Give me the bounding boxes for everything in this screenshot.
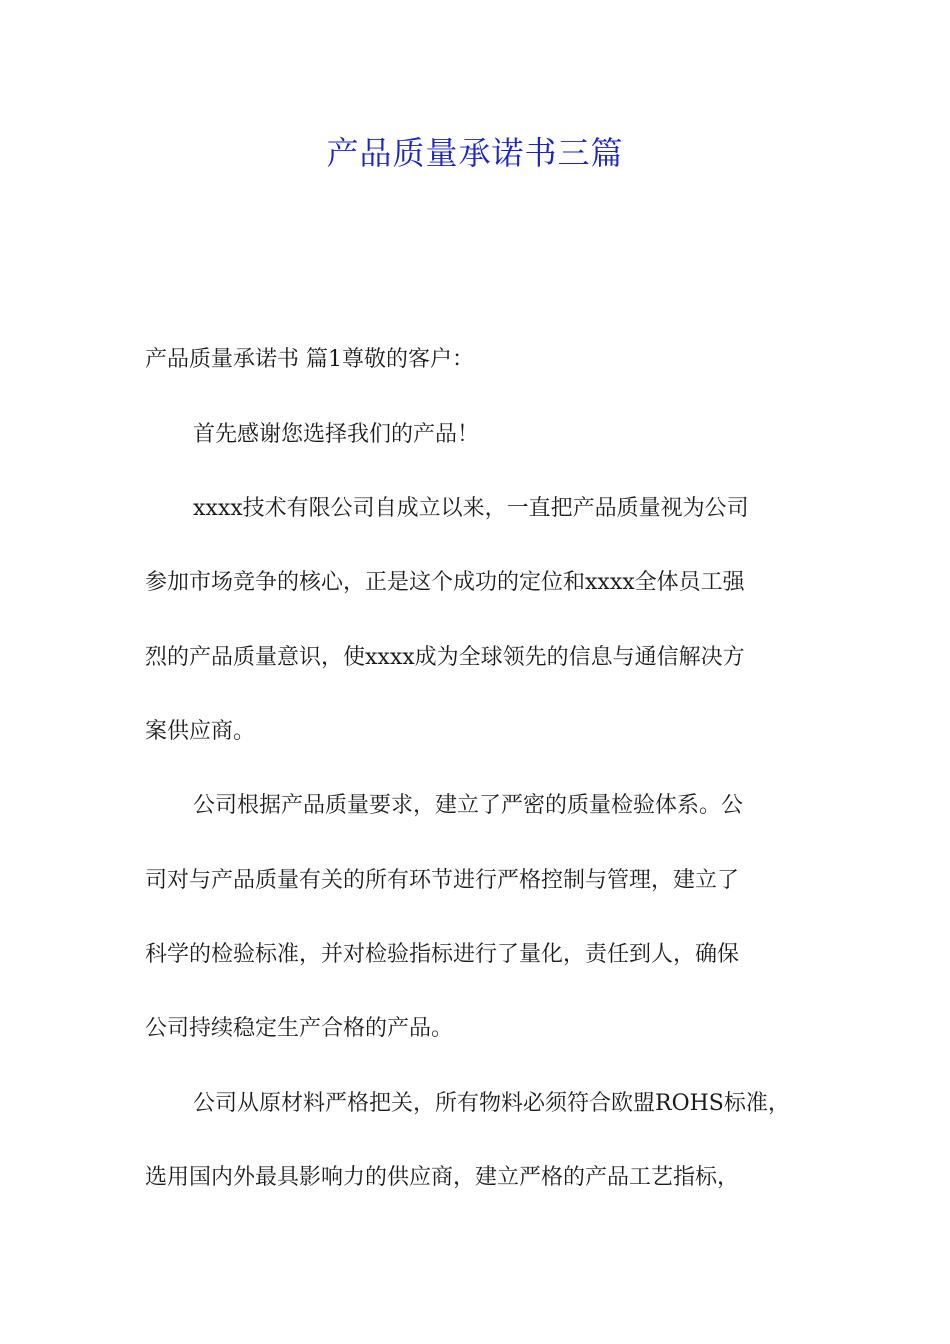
document-title: 产品质量承诺书三篇: [326, 134, 624, 172]
paragraph-line: 公司根据产品质量要求，建立了严密的质量检验体系。公: [193, 793, 744, 818]
paragraph-line: 公司从原材料严格把关，所有物料必须符合欧盟ROHS标准，: [193, 1091, 790, 1116]
paragraph-line: 公司持续稳定生产合格的产品。: [145, 1016, 454, 1041]
paragraph-line: 产品质量承诺书 篇1尊敬的客户：: [145, 347, 474, 372]
paragraph-line: 参加市场竞争的核心，正是这个成功的定位和xxxx全体员工强: [145, 570, 745, 595]
paragraph-line: xxxx技术有限公司自成立以来，一直把产品质量视为公司: [193, 496, 749, 521]
paragraph-line: 选用国内外最具影响力的供应商，建立严格的产品工艺指标，: [145, 1165, 740, 1190]
paragraph-line: 烈的产品质量意识，使xxxx成为全球领先的信息与通信解决方: [145, 645, 745, 670]
paragraph-line: 司对与产品质量有关的所有环节进行严格控制与管理，建立了: [145, 868, 740, 893]
paragraph-line: 首先感谢您选择我们的产品！: [193, 422, 480, 447]
paragraph-line: 科学的检验标准，并对检验指标进行了量化，责任到人，确保: [145, 942, 740, 967]
paragraph-line: 案供应商。: [145, 719, 256, 744]
